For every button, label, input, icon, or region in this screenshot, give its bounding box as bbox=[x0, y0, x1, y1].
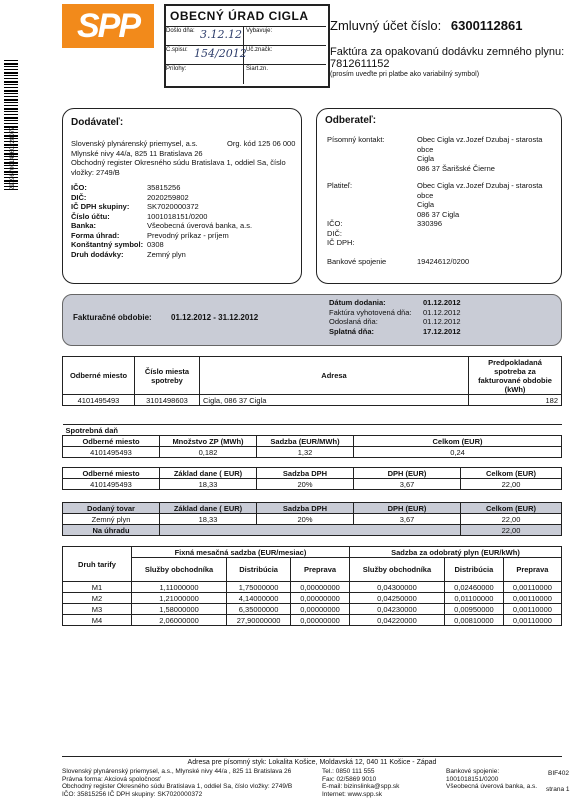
footer-line: Tel.: 0850 111 555 bbox=[322, 768, 375, 775]
table-cell: 4101495493 bbox=[63, 479, 160, 490]
payer-line: Obec Cigla vz.Jozef Dzubaj - starosta bbox=[417, 181, 543, 190]
customer-bank: 19424612/0200 bbox=[417, 257, 470, 266]
footer-line: Právna forma: Akciová spoločnosť bbox=[62, 775, 161, 783]
table-cell: 0,182 bbox=[160, 447, 257, 458]
col-header: Fixná mesačná sadzba (EUR/mesiac) bbox=[132, 547, 350, 558]
table-cell: 4101495493 bbox=[63, 395, 135, 406]
table-cell: 0,00000000 bbox=[291, 593, 350, 604]
table-cell: 0,02460000 bbox=[444, 582, 503, 593]
supplier-field-row bbox=[71, 212, 299, 222]
supplier-line: vložky: 2749/B bbox=[71, 167, 120, 177]
supplier-line: Obchodný register Okresného súdu Bratislava 1, oddiel Sa, číslo bbox=[71, 158, 286, 167]
customer-box bbox=[316, 108, 562, 284]
footer-code: BIF402 bbox=[548, 770, 569, 777]
invoice-text: Faktúra za opakovanú dodávku zemného plynu: bbox=[330, 46, 565, 58]
supplier-field-label: IČO: bbox=[71, 183, 87, 192]
col-header: Číslo miesta spotreby bbox=[135, 357, 200, 395]
tariff-row bbox=[63, 582, 562, 593]
table-cell: 0,04300000 bbox=[349, 582, 444, 593]
col-header: Predpokladaná spotreba za fakturované obdobie (kWh) bbox=[469, 357, 562, 395]
col-header: Adresa bbox=[200, 357, 469, 395]
table-cell: 0,00810000 bbox=[444, 615, 503, 626]
table-cell: 0,04220000 bbox=[349, 615, 444, 626]
footer-address: Adresa pre písomný styk: Lokalita Košice, Moldavská 12, 040 11 Košice - Západ bbox=[62, 756, 562, 766]
stamp-attachments-label: Prílohy: bbox=[164, 64, 244, 84]
col-header: DPH (EUR) bbox=[354, 468, 461, 479]
table-cell: 0,00000000 bbox=[291, 582, 350, 593]
period-date-label: Faktúra vyhotovená dňa: bbox=[329, 307, 412, 317]
table-cell: M4 bbox=[63, 615, 132, 626]
sub-header: Distribúcia bbox=[444, 558, 503, 582]
table-cell: 0,00110000 bbox=[503, 615, 561, 626]
contact-line: obce bbox=[417, 144, 434, 154]
billing-period-band bbox=[62, 294, 562, 346]
sub-header: Služby obchodníka bbox=[349, 558, 444, 582]
stamp-title: OBECNÝ ÚRAD CIGLA bbox=[170, 9, 309, 23]
supplier-field-value: Zemný plyn bbox=[147, 249, 186, 259]
period-date-row bbox=[329, 317, 509, 327]
col-header: Sadzba DPH bbox=[257, 503, 354, 514]
table-cell: M3 bbox=[63, 604, 132, 615]
supplier-field-value: 35815256 bbox=[147, 183, 181, 192]
table-cell: 18,33 bbox=[160, 479, 257, 490]
table-cell: 3101498603 bbox=[135, 395, 200, 406]
supplier-field-row bbox=[71, 250, 299, 260]
customer-dic-label: DIČ: bbox=[327, 228, 342, 238]
contact-label: Písomný kontakt: bbox=[327, 135, 385, 144]
table-cell: 27,90000000 bbox=[227, 615, 291, 626]
table-cell: 20% bbox=[257, 514, 354, 525]
table-cell: 0,00110000 bbox=[503, 604, 561, 615]
period-date-row bbox=[329, 327, 509, 337]
period-date-label: Dátum dodania: bbox=[329, 298, 386, 307]
table-cell: M1 bbox=[63, 582, 132, 593]
table-cell: 0,04230000 bbox=[349, 604, 444, 615]
table-cell: M2 bbox=[63, 593, 132, 604]
supplier-line: Slovenský plynárenský priemysel, a.s. bbox=[71, 139, 198, 148]
supplier-field-label: Číslo účtu: bbox=[71, 211, 110, 221]
footer-line: Všeobecná úverová banka, a.s. bbox=[446, 783, 538, 790]
footer-line: Fax: 02/5869 9010 bbox=[322, 775, 377, 783]
tariff-row bbox=[63, 604, 562, 615]
supplier-field-row bbox=[71, 193, 299, 203]
account-line bbox=[330, 18, 522, 33]
footer-line: E-mail: bizinslinka@spp.sk bbox=[322, 783, 400, 790]
table-cell: 20% bbox=[257, 479, 354, 490]
supplier-fields bbox=[71, 183, 299, 259]
col-header: Základ dane ( EUR) bbox=[160, 468, 257, 479]
col-header: Sadzba za odobratý plyn (EUR/kWh) bbox=[349, 547, 561, 558]
payer-label: Platiteľ: bbox=[327, 181, 353, 190]
footer-line: 1001018151/0200 bbox=[446, 775, 499, 783]
table-cell: 1,21000000 bbox=[132, 593, 227, 604]
stamp-grid bbox=[164, 26, 326, 84]
col-header: Odberné miesto bbox=[63, 357, 135, 395]
spp-logo: SPP bbox=[62, 4, 154, 48]
supplier-title: Dodávateľ: bbox=[71, 117, 124, 128]
stamp-handwritten-date: 3.12.12 bbox=[200, 28, 242, 41]
customer-icdph-label: IČ DPH: bbox=[327, 238, 355, 247]
supplier-field-value: 2020259802 bbox=[147, 192, 189, 202]
table-cell: 3,67 bbox=[354, 514, 461, 525]
footer-line: Slovenský plynárenský priemysel, a.s., Mlynské nivy 44/a , 825 11 Bratislava 26 bbox=[62, 768, 292, 775]
col-header: Základ dane ( EUR) bbox=[160, 503, 257, 514]
excise-title: Spotrebná daň bbox=[63, 425, 562, 436]
col-header: Celkom (EUR) bbox=[461, 503, 562, 514]
period-date-value: 01.12.2012 bbox=[423, 307, 461, 317]
period-label: Fakturačné obdobie: bbox=[73, 313, 152, 322]
table-cell: 0,00000000 bbox=[291, 604, 350, 615]
payer-line: Cigla bbox=[417, 200, 435, 209]
footer-line: Internet: www.spp.sk bbox=[322, 790, 382, 798]
customer-ico-label: IČO: bbox=[327, 219, 343, 228]
invoice-number: 7812611152 bbox=[330, 58, 390, 70]
customer-title: Odberateľ: bbox=[325, 115, 377, 126]
table-cell: Cigla, 086 37 Cigla bbox=[200, 395, 469, 406]
payer-address bbox=[417, 181, 559, 219]
table-cell: 18,33 bbox=[160, 514, 257, 525]
col-header: Dodaný tovar bbox=[63, 503, 160, 514]
col-header: Celkom (EUR) bbox=[461, 468, 562, 479]
stamp-storage-label: Šiart.zn. bbox=[244, 64, 326, 84]
table-cell: 182 bbox=[469, 395, 562, 406]
tariff-row bbox=[63, 615, 562, 626]
table-cell: Zemný plyn bbox=[63, 514, 160, 525]
sub-header: Preprava bbox=[291, 558, 350, 582]
supplier-field-row bbox=[71, 231, 299, 241]
supplier-field-value: 0308 bbox=[147, 240, 164, 249]
stamp-handwritten-number: 154/2012 bbox=[194, 47, 247, 60]
contact-line: Cigla bbox=[417, 154, 435, 163]
period-date-label: Splatná dňa: bbox=[329, 326, 375, 336]
contact-line: 086 37 Šarišské Čierne bbox=[417, 163, 495, 173]
col-header: Množstvo ZP (MWh) bbox=[160, 436, 257, 447]
consumption-table bbox=[62, 356, 562, 406]
col-header: Sadzba DPH bbox=[257, 468, 354, 479]
period-date-value: 01.12.2012 bbox=[423, 298, 461, 307]
footer-bank bbox=[446, 768, 542, 791]
supplier-line: Mlynské nivy 44/a, 825 11 Bratislava 26 bbox=[71, 148, 203, 158]
invoice-description bbox=[330, 46, 570, 70]
tariff-table bbox=[62, 546, 562, 626]
table-cell: 0,00950000 bbox=[444, 604, 503, 615]
period-dates bbox=[329, 298, 509, 336]
table-cell: 6,35000000 bbox=[227, 604, 291, 615]
sub-header: Služby obchodníka bbox=[132, 558, 227, 582]
excise-table bbox=[62, 424, 562, 458]
due-label: Na úhradu bbox=[63, 525, 160, 536]
variable-symbol-note: (prosím uveďte pri platbe ako variabilný symbol) bbox=[330, 71, 480, 78]
period-date-label: Odoslaná dňa: bbox=[329, 317, 378, 326]
table-cell: 0,00000000 bbox=[291, 615, 350, 626]
stamp-number-label: Č.spisu: bbox=[164, 45, 244, 64]
supplier-field-label: Druh dodávky: bbox=[71, 249, 124, 259]
payer-line: obce bbox=[417, 190, 434, 200]
period-value: 01.12.2012 - 31.12.2012 bbox=[171, 313, 259, 322]
table-cell: 2,06000000 bbox=[132, 615, 227, 626]
table-cell: 0,24 bbox=[354, 447, 562, 458]
supplier-field-label: Konštantný symbol: bbox=[71, 240, 144, 249]
col-header: Odberné miesto bbox=[63, 436, 160, 447]
table-cell: 1,58000000 bbox=[132, 604, 227, 615]
stamp-received-label: Došlo dňa: bbox=[164, 26, 244, 45]
table-cell: 0,04250000 bbox=[349, 593, 444, 604]
stamp-code-label: Uč.značk: bbox=[244, 45, 326, 64]
col-header: DPH (EUR) bbox=[354, 503, 461, 514]
due-amount: 22,00 bbox=[461, 525, 562, 536]
supplier-field-value: Všeobecná úverová banka, a.s. bbox=[147, 221, 253, 230]
table-cell: 22,00 bbox=[461, 479, 562, 490]
supplier-field-value: SK7020000372 bbox=[147, 202, 199, 211]
table-cell: 3,67 bbox=[354, 479, 461, 490]
supplier-field-row bbox=[71, 202, 299, 212]
period-date-row bbox=[329, 308, 509, 318]
table-cell: 0,00110000 bbox=[503, 593, 561, 604]
period-date-row bbox=[329, 298, 509, 308]
table-cell: 1,32 bbox=[257, 447, 354, 458]
supplier-field-label: Banka: bbox=[71, 221, 97, 230]
footer-contact bbox=[322, 768, 442, 798]
table-cell: 1,11000000 bbox=[132, 582, 227, 593]
payer-line: 086 37 Cigla bbox=[417, 209, 460, 219]
footer-line: IČO: 35815256 IČ DPH skupiny: SK7020000372 bbox=[62, 790, 203, 798]
col-header: Celkom (EUR) bbox=[354, 436, 562, 447]
period-date-value: 01.12.2012 bbox=[423, 317, 461, 326]
col-header: Sadzba (EUR/MWh) bbox=[257, 436, 354, 447]
table-cell: 1,75000000 bbox=[227, 582, 291, 593]
table-cell: 4,14000000 bbox=[227, 593, 291, 604]
col-header: Druh tarify bbox=[63, 547, 132, 582]
customer-ids bbox=[327, 219, 355, 248]
barcode-number: 2979670014860228077 bbox=[10, 126, 16, 190]
period-date-value: 17.12.2012 bbox=[423, 326, 461, 336]
page-number: strana 1 bbox=[546, 786, 570, 793]
footer-line: Bankové spojenie: bbox=[446, 768, 500, 775]
footer-line: Obchodný register Okresného súdu Bratislava 1, oddiel Sa, číslo vložky: 2749/B bbox=[62, 783, 293, 790]
account-label: Zmluvný účet číslo: bbox=[330, 18, 442, 33]
contact-line: Obec Cigla vz.Jozef Dzubaj - starosta bbox=[417, 135, 543, 144]
table-cell: 0,01100000 bbox=[444, 593, 503, 604]
table-cell: 4101495493 bbox=[63, 447, 160, 458]
table-cell: 22,00 bbox=[461, 514, 562, 525]
bank-label: Bankové spojenie bbox=[327, 257, 387, 266]
supplier-field-row bbox=[71, 240, 299, 250]
customer-ico: 330396 bbox=[417, 219, 443, 228]
sub-header: Preprava bbox=[503, 558, 561, 582]
supplier-field-label: IČ DPH skupiny: bbox=[71, 202, 130, 211]
supplier-field-value: Prevodný príkaz - príjem bbox=[147, 230, 229, 240]
supplier-field-value: 1001018151/0200 bbox=[147, 211, 208, 221]
stamp-handles-label: Vybavuje: bbox=[244, 26, 326, 45]
supplier-field-row bbox=[71, 183, 299, 193]
supplier-field-label: Forma úhrad: bbox=[71, 230, 120, 240]
col-header: Odberné miesto bbox=[63, 468, 160, 479]
supplier-field-label: DIČ: bbox=[71, 192, 87, 202]
tariff-row bbox=[63, 593, 562, 604]
supplier-box bbox=[62, 108, 302, 284]
sub-header: Distribúcia bbox=[227, 558, 291, 582]
table-cell: 0,00110000 bbox=[503, 582, 561, 593]
supplier-org-code: Org. kód 125 06 000 bbox=[227, 139, 296, 148]
account-number: 6300112861 bbox=[450, 18, 523, 33]
contact-address bbox=[417, 135, 559, 173]
goods-table bbox=[62, 502, 562, 536]
vat-table bbox=[62, 467, 562, 490]
supplier-field-row bbox=[71, 221, 299, 231]
footer-company bbox=[62, 768, 312, 798]
